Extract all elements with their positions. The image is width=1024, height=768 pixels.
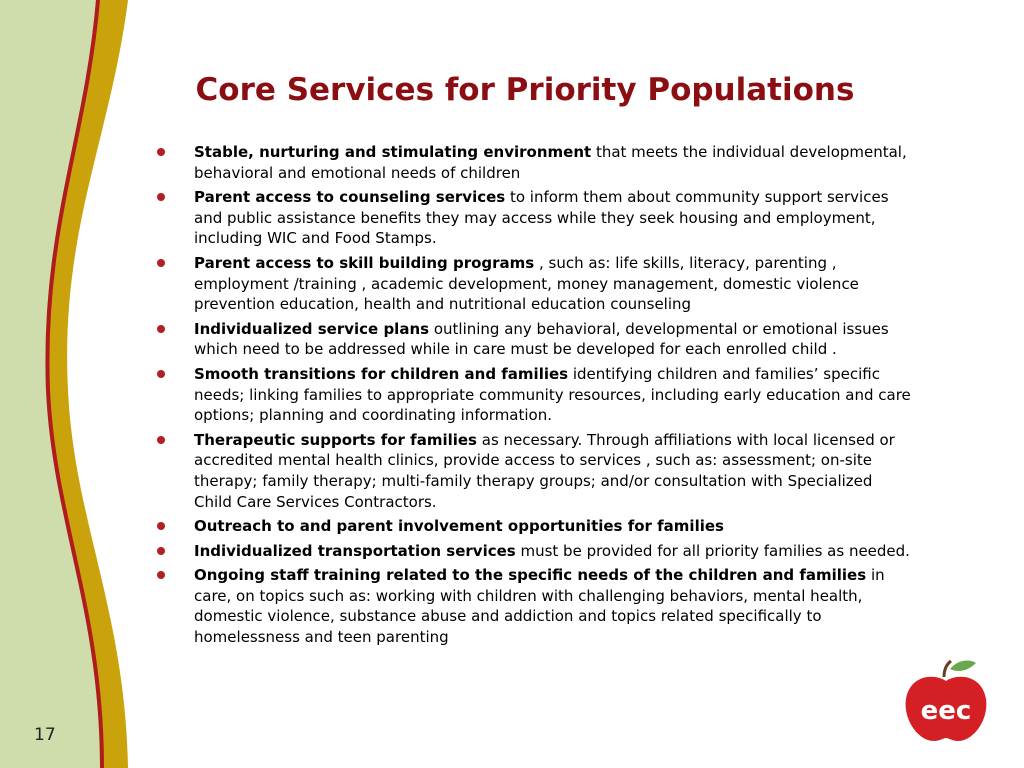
- apple-stem-icon: [944, 661, 951, 677]
- list-item: [155, 142, 915, 183]
- item-text: as necessary. Through affiliations with local licensed or accredited mental health clinics, provide access to services , such as: assessment; on-site therapy; family therapy; multi-family therapy groups; and/or consultation with Specialized Child Care Services Contractors.: [194, 430, 895, 511]
- bullet-dot: [157, 325, 165, 333]
- bullet-dot: [157, 259, 165, 267]
- item-text: identifying children and families’ specific needs; linking families to appropriate community resources, including early education and care options; planning and coordinating information.: [194, 364, 911, 425]
- page-number: 17: [34, 725, 56, 745]
- bullet-dot: [157, 547, 165, 555]
- list-item: [155, 430, 915, 512]
- item-lead: Individualized service plans: [194, 319, 430, 338]
- item-lead: Parent access to skill building programs: [194, 253, 535, 272]
- bullet-dot: [157, 522, 165, 530]
- bullet-dot: [157, 436, 165, 444]
- item-text: outlining any behavioral, developmental or emotional issues which need to be addressed while in care must be developed for each enrolled child .: [194, 319, 889, 359]
- list-item: [155, 516, 915, 537]
- bullet-dot: [157, 571, 165, 579]
- logo-lettering: eec: [920, 696, 972, 726]
- item-lead: Ongoing staff training related to the specific needs of the children and families: [194, 566, 867, 585]
- list-item: [155, 187, 915, 249]
- list-item: [155, 319, 915, 360]
- list-item: [155, 253, 915, 315]
- item-text: , such as: life skills, literacy, parenting , employment /training , academic development, money management, domestic violence prevention education, health and nutritional education counseling: [194, 253, 859, 314]
- services-list: [155, 142, 915, 652]
- list-item: [155, 541, 915, 562]
- bullet-dot: [157, 370, 165, 378]
- item-lead: Outreach to and parent involvement opportunities for families: [194, 517, 724, 536]
- slide-title: Core Services for Priority Populations: [195, 72, 855, 108]
- item-lead: Therapeutic supports for families: [194, 430, 477, 449]
- sidebar-wave-decoration: [0, 0, 135, 768]
- item-lead: Stable, nurturing and stimulating environment: [194, 143, 592, 161]
- bullet-dot: [157, 193, 165, 201]
- item-text: in care, on topics such as: working with children with challenging behaviors, mental health, domestic violence, substance abuse and addiction and topics related specifically to homelessness and teen parenting: [194, 566, 885, 647]
- item-lead: Parent access to counseling services: [194, 188, 506, 207]
- item-text: must be provided for all priority families as needed.: [515, 541, 910, 560]
- list-item: [155, 565, 915, 647]
- item-text: that meets the individual developmental, behavioral and emotional needs of children: [194, 143, 907, 182]
- item-text: to inform them about community support services and public assistance benefits they may access while they seek housing and employment, including WIC and Food Stamps.: [194, 188, 889, 248]
- bullet-dot: [157, 148, 165, 156]
- apple-leaf-icon: [950, 661, 976, 671]
- eec-apple-logo: [900, 655, 992, 747]
- list-item: [155, 364, 915, 426]
- item-lead: Individualized transportation services: [194, 541, 516, 560]
- item-lead: Smooth transitions for children and families: [194, 364, 569, 383]
